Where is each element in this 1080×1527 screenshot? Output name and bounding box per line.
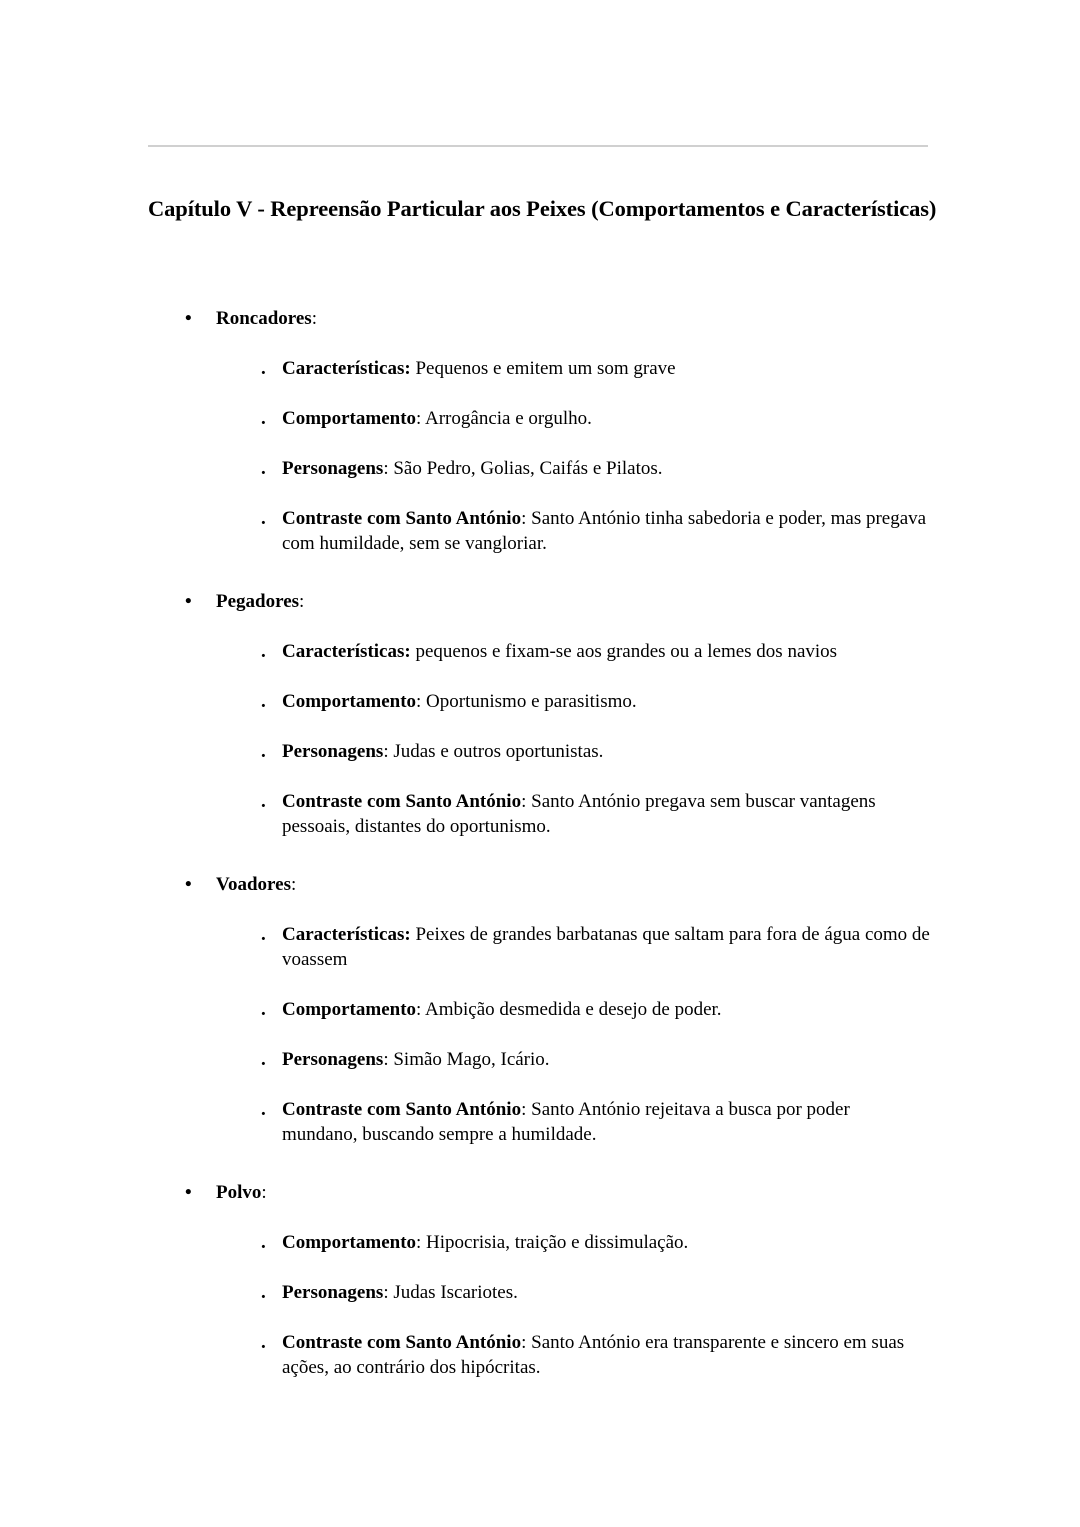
section-detail-list (0, 1230, 1080, 1380)
bullet-period-icon: . (261, 508, 266, 529)
list-item-text: : Santo António rejeitava a busca por poder mundano, buscando sempre a humildade. (282, 1099, 850, 1145)
list-item-label: Personagens (282, 741, 384, 762)
fish-section (0, 588, 1080, 839)
bullet-period-icon: . (261, 641, 266, 662)
fish-section (0, 871, 1080, 1147)
list-item-text: pequenos e fixam-se aos grandes ou a lemes dos navios (410, 641, 838, 662)
list-item (0, 356, 1080, 381)
section-spacer (0, 843, 1080, 871)
bullet-period-icon: . (261, 1049, 266, 1070)
section-heading-label: Voadores (216, 874, 291, 895)
list-item-text: : São Pedro, Golias, Caifás e Pilatos. (383, 458, 663, 479)
list-item-text: : Arrogância e orgulho. (416, 408, 592, 429)
list-item-text: : Hipocrisia, traição e dissimulação. (416, 1232, 689, 1253)
bullet-dot-icon: • (185, 308, 192, 329)
section-heading-colon: : (299, 591, 305, 612)
list-item-label: Comportamento (282, 1232, 417, 1253)
bullet-period-icon: . (261, 1332, 266, 1353)
section-heading (0, 871, 1080, 899)
list-item-label: Comportamento (282, 408, 417, 429)
bullet-period-icon: . (261, 691, 266, 712)
list-item-text: : Santo António tinha sabedoria e poder, mas pregava com humildade, sem se vangloriar. (282, 508, 927, 554)
list-item (0, 639, 1080, 664)
list-item-text: : Santo António era transparente e sincero em suas ações, ao contrário dos hipócritas. (282, 1332, 905, 1378)
bullet-period-icon: . (261, 1099, 266, 1120)
section-heading-label: Roncadores (216, 308, 312, 329)
section-heading (0, 305, 1080, 333)
fish-section (0, 1179, 1080, 1380)
bullet-period-icon: . (261, 999, 266, 1020)
list-item (0, 1230, 1080, 1255)
list-item (0, 739, 1080, 764)
list-item (0, 1330, 1080, 1380)
bullet-period-icon: . (261, 791, 266, 812)
bullet-period-icon: . (261, 924, 266, 945)
list-item-label: Contraste com Santo António (282, 1332, 522, 1353)
list-item-label: Características: (282, 641, 411, 662)
list-item-label: Contraste com Santo António (282, 1099, 522, 1120)
bullet-period-icon: . (261, 358, 266, 379)
bullet-dot-icon: • (185, 1182, 192, 1203)
list-item (0, 506, 1080, 556)
section-spacer (0, 560, 1080, 588)
list-item (0, 997, 1080, 1022)
list-item (0, 456, 1080, 481)
list-item-text: : Judas Iscariotes. (383, 1282, 518, 1303)
list-item-label: Características: (282, 924, 411, 945)
bullet-period-icon: . (261, 1232, 266, 1253)
list-item (0, 1280, 1080, 1305)
section-heading-colon: : (290, 874, 297, 895)
section-detail-list (0, 922, 1080, 1147)
section-heading-colon: : (311, 308, 317, 329)
bullet-period-icon: . (261, 741, 266, 762)
list-item-label: Personagens (282, 1049, 384, 1070)
list-item (0, 922, 1080, 972)
section-heading-label: Polvo (216, 1182, 262, 1203)
document-body (0, 305, 1080, 1384)
bullet-period-icon: . (261, 1282, 266, 1303)
list-item-text: : Simão Mago, Icário. (383, 1049, 550, 1070)
bullet-dot-icon: • (185, 591, 192, 612)
section-heading (0, 588, 1080, 616)
list-item-text: : Judas e outros oportunistas. (383, 741, 604, 762)
section-spacer (0, 1151, 1080, 1179)
list-item-label: Contraste com Santo António (282, 508, 522, 529)
section-heading (0, 1179, 1080, 1207)
bullet-period-icon: . (261, 408, 266, 429)
list-item (0, 406, 1080, 431)
list-item-label: Contraste com Santo António (282, 791, 522, 812)
list-item-label: Comportamento (282, 691, 417, 712)
section-detail-list (0, 639, 1080, 839)
section-detail-list (0, 356, 1080, 556)
list-item-label: Comportamento (282, 999, 417, 1020)
section-heading-colon: : (261, 1182, 267, 1203)
list-item-text: : Oportunismo e parasitismo. (416, 691, 637, 712)
list-item (0, 1097, 1080, 1147)
list-item (0, 1047, 1080, 1072)
page-title: Capítulo V - Repreensão Particular aos Peixes (Comportamentos e Características) (148, 196, 937, 222)
bullet-dot-icon: • (185, 874, 192, 895)
list-item-label: Características: (282, 358, 411, 379)
list-item (0, 789, 1080, 839)
list-item-text: Peixes de grandes barbatanas que saltam para fora de água como de voassem (282, 924, 930, 970)
list-item-label: Personagens (282, 458, 384, 479)
header-divider (148, 145, 928, 147)
list-item-label: Personagens (282, 1282, 384, 1303)
list-item-text: : Santo António pregava sem buscar vantagens pessoais, distantes do oportunismo. (282, 791, 876, 837)
section-heading-label: Pegadores (216, 591, 300, 612)
list-item-text: Pequenos e emitem um som grave (410, 358, 676, 379)
list-item (0, 689, 1080, 714)
list-item-text: : Ambição desmedida e desejo de poder. (416, 999, 722, 1020)
fish-section (0, 305, 1080, 556)
bullet-period-icon: . (261, 458, 266, 479)
